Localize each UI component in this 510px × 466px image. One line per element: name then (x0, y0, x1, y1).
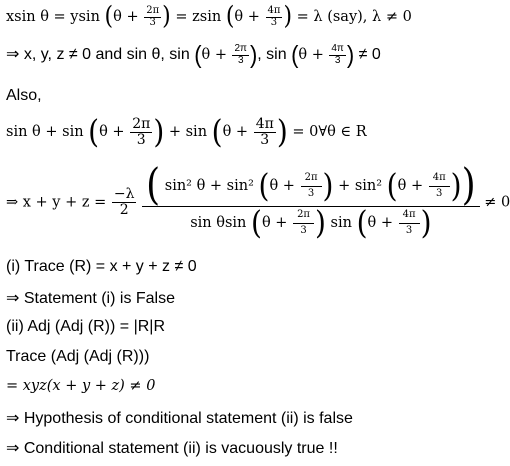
theta-plus: θ + (269, 178, 295, 194)
fraction-4pi-3 (266, 6, 283, 28)
numerator: 4π (331, 43, 344, 54)
paren-close: ) (322, 166, 334, 205)
vacuously-true: ⇒ Conditional statement (ii) is vacuously true !! (6, 440, 338, 457)
denominator: 3 (260, 131, 270, 148)
denominator: 3 (270, 16, 278, 28)
numerator: 4π (255, 116, 274, 132)
numerator: 2π (293, 210, 314, 224)
fraction-2pi-3 (144, 6, 161, 28)
denominator: 3 (307, 187, 315, 199)
equation-line-1 (6, 2, 412, 31)
theta-plus: θ + (99, 124, 125, 141)
paren-open: ( (225, 2, 235, 31)
fraction-2pi-3 (232, 44, 248, 66)
paren-close: ) (315, 203, 326, 242)
statement-i-trace: (i) Trace (R) = x + y + z ≠ 0 (6, 258, 197, 275)
hypothesis-false: ⇒ Hypothesis of conditional statement (ii) is false (6, 410, 353, 427)
theta-plus: θ + (234, 9, 260, 25)
theta-plus: θ + (367, 215, 394, 231)
paren-open: ( (258, 166, 270, 205)
paren-close: ) (162, 2, 171, 31)
den-term-b: sin (330, 215, 352, 231)
theta-plus: θ + (201, 47, 228, 64)
line2-text-c: ≠ 0 (358, 46, 381, 64)
equation-line-5 (6, 160, 510, 242)
paren-close: ) (153, 112, 165, 151)
line4-text-b: + sin (168, 124, 208, 141)
paren-open: ( (146, 160, 161, 210)
denominator: 3 (237, 54, 244, 66)
paren-open: ( (386, 166, 398, 205)
paren-open: ( (211, 112, 223, 151)
numerator: 2π (234, 43, 247, 54)
line1-text-a: xsin θ = ysin (6, 9, 100, 25)
paren-open: ( (356, 203, 368, 242)
theta-plus: θ + (397, 178, 424, 194)
big-fraction (142, 160, 480, 242)
trace-result: = xyz(x + y + z) ≠ 0 (6, 378, 156, 394)
line1-text-c: = λ (say), λ ≠ 0 (296, 9, 412, 25)
numerator: −λ (113, 186, 135, 203)
statement-ii-adj: (ii) Adj (Adj (R)) = |R|R (6, 318, 165, 335)
fraction-4pi-3 (329, 44, 345, 66)
denominator: 3 (136, 131, 146, 148)
fraction-4pi-3 (254, 117, 276, 147)
trace-adj-adj: Trace (Adj (Adj (R))) (6, 348, 150, 365)
fraction-4pi-3 (429, 173, 450, 199)
line1-text-b: = zsin (175, 9, 222, 25)
equation-line-4 (6, 112, 367, 151)
line4-text-c: = 0∀θ ∈ R (292, 124, 367, 141)
paren-open: ( (104, 2, 114, 31)
paren-close: ) (420, 203, 432, 242)
numerator: 4π (429, 173, 450, 187)
paren-open: ( (194, 40, 202, 69)
numerator: 4π (399, 210, 420, 224)
fraction-2pi-3 (301, 173, 322, 199)
numerator: 2π (146, 5, 160, 16)
numerator: 4π (267, 5, 281, 16)
denominator: 2 (119, 202, 129, 218)
paren-close: ) (249, 40, 258, 69)
paren-close: ) (346, 40, 355, 69)
line5-lead: ⇒ x + y + z = (6, 194, 107, 211)
fraction-2pi-3 (130, 117, 152, 147)
denominator: 3 (149, 16, 156, 28)
theta-plus: θ + (113, 9, 139, 25)
line2-text-b: , sin (257, 46, 287, 64)
paren-open: ( (88, 112, 100, 151)
denominator: 3 (405, 224, 413, 236)
denominator: 3 (334, 54, 341, 66)
paren-close: ) (283, 2, 293, 31)
also-label: Also, (6, 87, 42, 104)
big-fraction-numerator (142, 160, 480, 210)
theta-plus: θ + (298, 47, 324, 64)
den-term-a: sin θsin (190, 215, 247, 231)
paren-open: ( (251, 203, 262, 242)
theta-plus: θ + (261, 215, 288, 231)
line2-text-a: ⇒ x, y, z ≠ 0 and sin θ, sin (6, 46, 190, 64)
numerator: 2π (132, 116, 151, 132)
sin2-term-b: + sin² (338, 178, 383, 194)
statement-i-false: ⇒ Statement (i) is False (6, 290, 176, 307)
paren-close: ) (276, 112, 288, 151)
paren-close: ) (450, 166, 462, 205)
paren-open: ( (291, 40, 299, 69)
line4-text-a: sin θ + sin (6, 124, 84, 141)
fraction-4pi-3 (399, 210, 420, 236)
line5-tail: ≠ 0 (484, 194, 510, 211)
paren-close: ) (461, 160, 476, 210)
fraction-2pi-3 (293, 210, 314, 236)
sin2-term-a: sin² θ + sin² (164, 178, 254, 194)
denominator: 3 (300, 224, 307, 236)
fraction-coefficient (112, 187, 137, 217)
numerator: 2π (301, 173, 322, 187)
denominator: 3 (436, 187, 443, 199)
theta-plus: θ + (222, 124, 249, 141)
big-fraction-denominator (186, 203, 435, 242)
equation-line-2 (6, 40, 381, 69)
